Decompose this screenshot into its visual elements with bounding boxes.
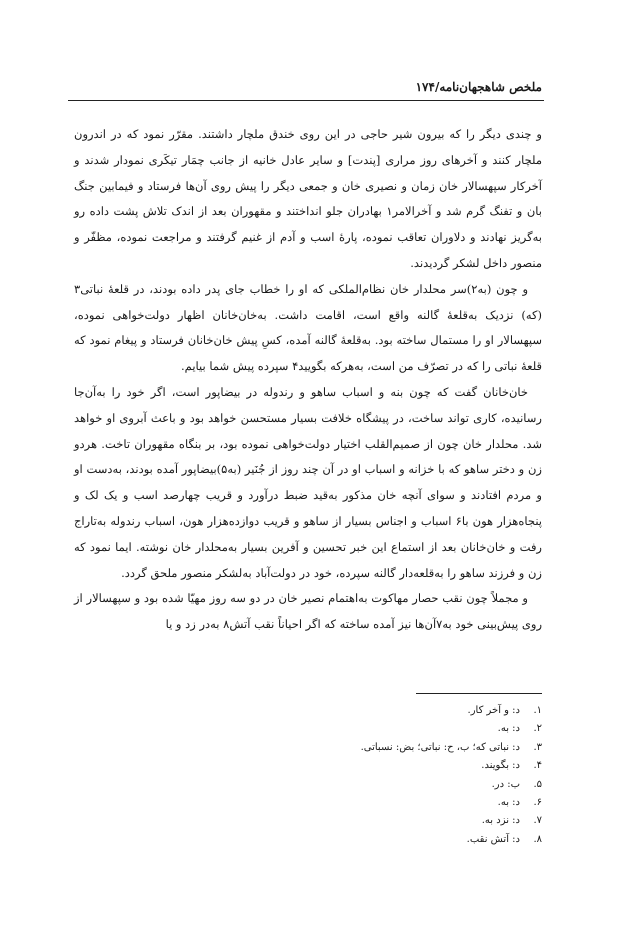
running-head: ملخص شاهجهان‌نامه/۱۷۴ (415, 80, 542, 94)
paragraph-2: و چون (به۲)سر محلدار خان نظام‌الملکی که او را خطاب جای پدر داده بودند، در قلعهٔ نباتی۳ (که) نزدیک به‌قلعهٔ گالنه واقع است، اقامت داشت. به‌خان‌خانان اظهار دولت‌خواهی نموده، سپهسالار او را مستمال ساخته بود. به‌قلعهٔ گالنه آمده، کسِ پیش خان‌خانان فرستاد و پیغام نمود که قلعهٔ نباتی را که در تصرّف من است، به‌هرکه بگویید۴ سپرده پیش شما بیایم. (74, 281, 542, 374)
footnote-item (242, 720, 542, 738)
footnote-item (242, 776, 542, 794)
footnote-item (242, 739, 542, 757)
footnotes-list (242, 702, 542, 849)
footnote-text: د: نباتی که؛ ب، ح: نباتی؛ بض: نسباتی. (360, 741, 520, 753)
footnote-item (242, 702, 542, 720)
paragraph-3: خان‌خانان گفت که چون بنه و اسباب ساهو و رندوله در بیضاپور است، اگر خود را به‌آن‌جا رسانیده، کاری تواند ساخت، در پیشگاه خلافت بسیار مستحسن خواهد بود و باعث آبروی او خواهد شد. محلدار خان چون از صمیم‌القلب اختیار دولت‌خواهی نموده بود، بر بنگاه مقهوران تاخت. هردو زن و دختر ساهو که با خزانه و اسباب او در آن چند روز از جُنَیر (به۵)بیضاپور آمده بودند، به‌دست او و مردم افتادند و سوای آنچه خان مذکور به‌قید ضبط درآورد و قریب چهارصد اسب و یک لک و پنجاه‌هزار هون با۶ اسباب و اجناس بسیار از ساهو و قریب دوازده‌هزار هون، اسباب رندوله به‌تاراج رفت و خان‌خانان بعد از استماع این خبر تحسین و آفرین بسیار به‌محلدار خان نوشته. ایما نمود که زن و فرزند ساهو را به‌قلعه‌دار گالنه سپرده، خود در دولت‌آباد به‌لشکر منصور ملحق گردد. (74, 384, 542, 580)
footnote-item (242, 831, 542, 849)
footnote-item (242, 794, 542, 812)
footnote-number: ۵. (533, 778, 542, 790)
footnote-text: د: آتش نقب. (466, 833, 520, 845)
header-rule (68, 100, 544, 101)
footnote-text: د: و آخر کار. (467, 705, 520, 716)
footnote-rule (416, 693, 542, 694)
footnote-text: د: به. (497, 797, 520, 809)
footnote-number: ۳. (533, 741, 542, 753)
footnote-item (242, 757, 542, 775)
footnote-text: د: به. (497, 723, 520, 735)
paragraph-1: و چندی دیگر را که بیرون شیر حاجی در این روی خندق ملچار داشتند. مقرّر نمود که در اندرون ملچار کنند و آخرهای روز مراری [پندت] و سایر عادل خانیه از جانب چمَار تیکَری نمودار شدند و آخرکار سپهسالار خان زمان و نصیری خان و جمعی دیگر را پیش روی آن‌ها فرستاد و فیمابین جنگ بان و تفنگ گرم شد و آخرالامر۱ بهادران جلو انداختند و مقهوران بعد از اندک تلاش پشت داده رو به‌گریز نهادند و دلاوران تعاقب نموده، پارهٔ اسب و آدم از غنیم گرفتند و مراجعت نموده، مظفّر و منصور داخل لشکر گردیدند. (74, 127, 542, 270)
footnote-text: د: بگویند. (481, 760, 520, 772)
main-text (74, 122, 542, 638)
footnote-number: ۸. (533, 833, 542, 845)
paragraph-4: و مجملاً چون نقب حصار مهاکوت به‌اهتمام نصیر خان در دو سه روز مهیّا شده بود و سپهسالار از روی پیش‌بینی خود به۷آن‌ها نیز آمده ساخته که اگر احیاناً نقب آتش۸ به‌در زد و یا (74, 591, 542, 632)
footnote-item (242, 812, 542, 830)
footnote-text: ب: در. (491, 778, 520, 790)
footnote-number: ۷. (533, 815, 542, 827)
footnote-number: ۲. (533, 723, 542, 735)
footnote-number: ۱. (533, 705, 542, 716)
footnote-text: د: نزد به. (481, 815, 520, 827)
footnote-number: ۴. (533, 760, 542, 772)
footnote-number: ۶. (533, 797, 542, 809)
